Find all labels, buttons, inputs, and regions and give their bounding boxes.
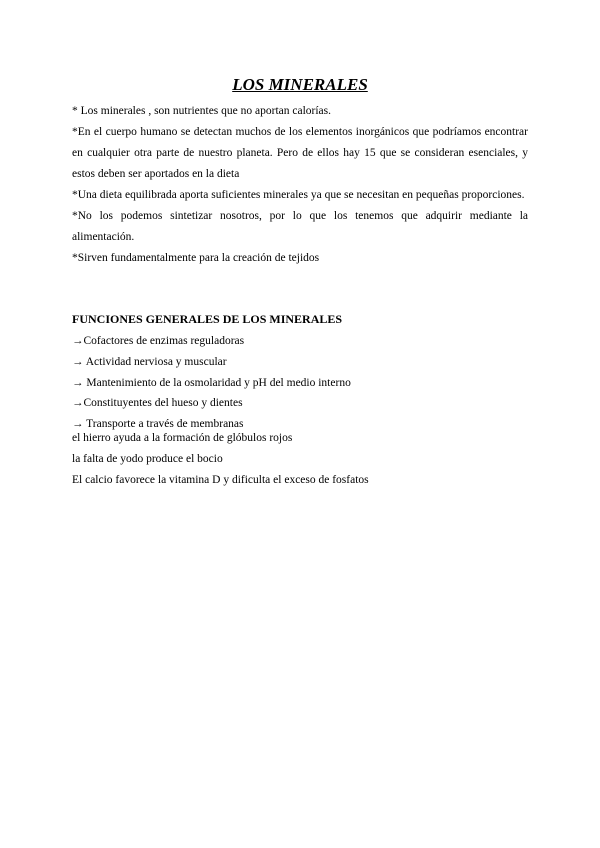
intro-paragraph: *Una dieta equilibrada aporta suficientes minerales ya que se necesitan en pequeñas proporciones. (72, 189, 525, 201)
function-item: → Transporte a través de membranas (72, 418, 244, 431)
intro-paragraph: *Sirven fundamentalmente para la creación de tejidos (72, 252, 320, 264)
note-line: la falta de yodo produce el bocio (72, 453, 223, 465)
function-item: →Cofactores de enzimas reguladoras (72, 335, 245, 347)
functions-list (72, 331, 528, 435)
intro-paragraph: * Los minerales , son nutrientes que no aportan calorías. (72, 105, 331, 117)
intro-paragraph: *No los podemos sintetizar nosotros, por lo que los tenemos que adquirir mediante la alimentación. (72, 210, 528, 243)
notes-section (72, 428, 528, 491)
note-line: El calcio favorece la vitamina D y dificulta el exceso de fosfatos (72, 474, 369, 486)
note-line: el hierro ayuda a la formación de glóbulos rojos (72, 432, 293, 444)
function-item: →Constituyentes del hueso y dientes (72, 397, 243, 410)
function-item: → Actividad nerviosa y muscular (72, 355, 227, 368)
page-title: LOS MINERALES (232, 75, 368, 94)
intro-section (72, 101, 528, 269)
function-item: → Mantenimiento de la osmolaridad y pH del medio interno (72, 376, 351, 389)
functions-heading: FUNCIONES GENERALES DE LOS MINERALES (72, 312, 343, 326)
intro-paragraph: *En el cuerpo humano se detectan muchos de los elementos inorgánicos que podríamos encontrar en cualquier otra parte de nuestro planeta. Pero de ellos hay 15 que se consideran esenciales, y estos deben ser aportados en la dieta (72, 126, 528, 180)
